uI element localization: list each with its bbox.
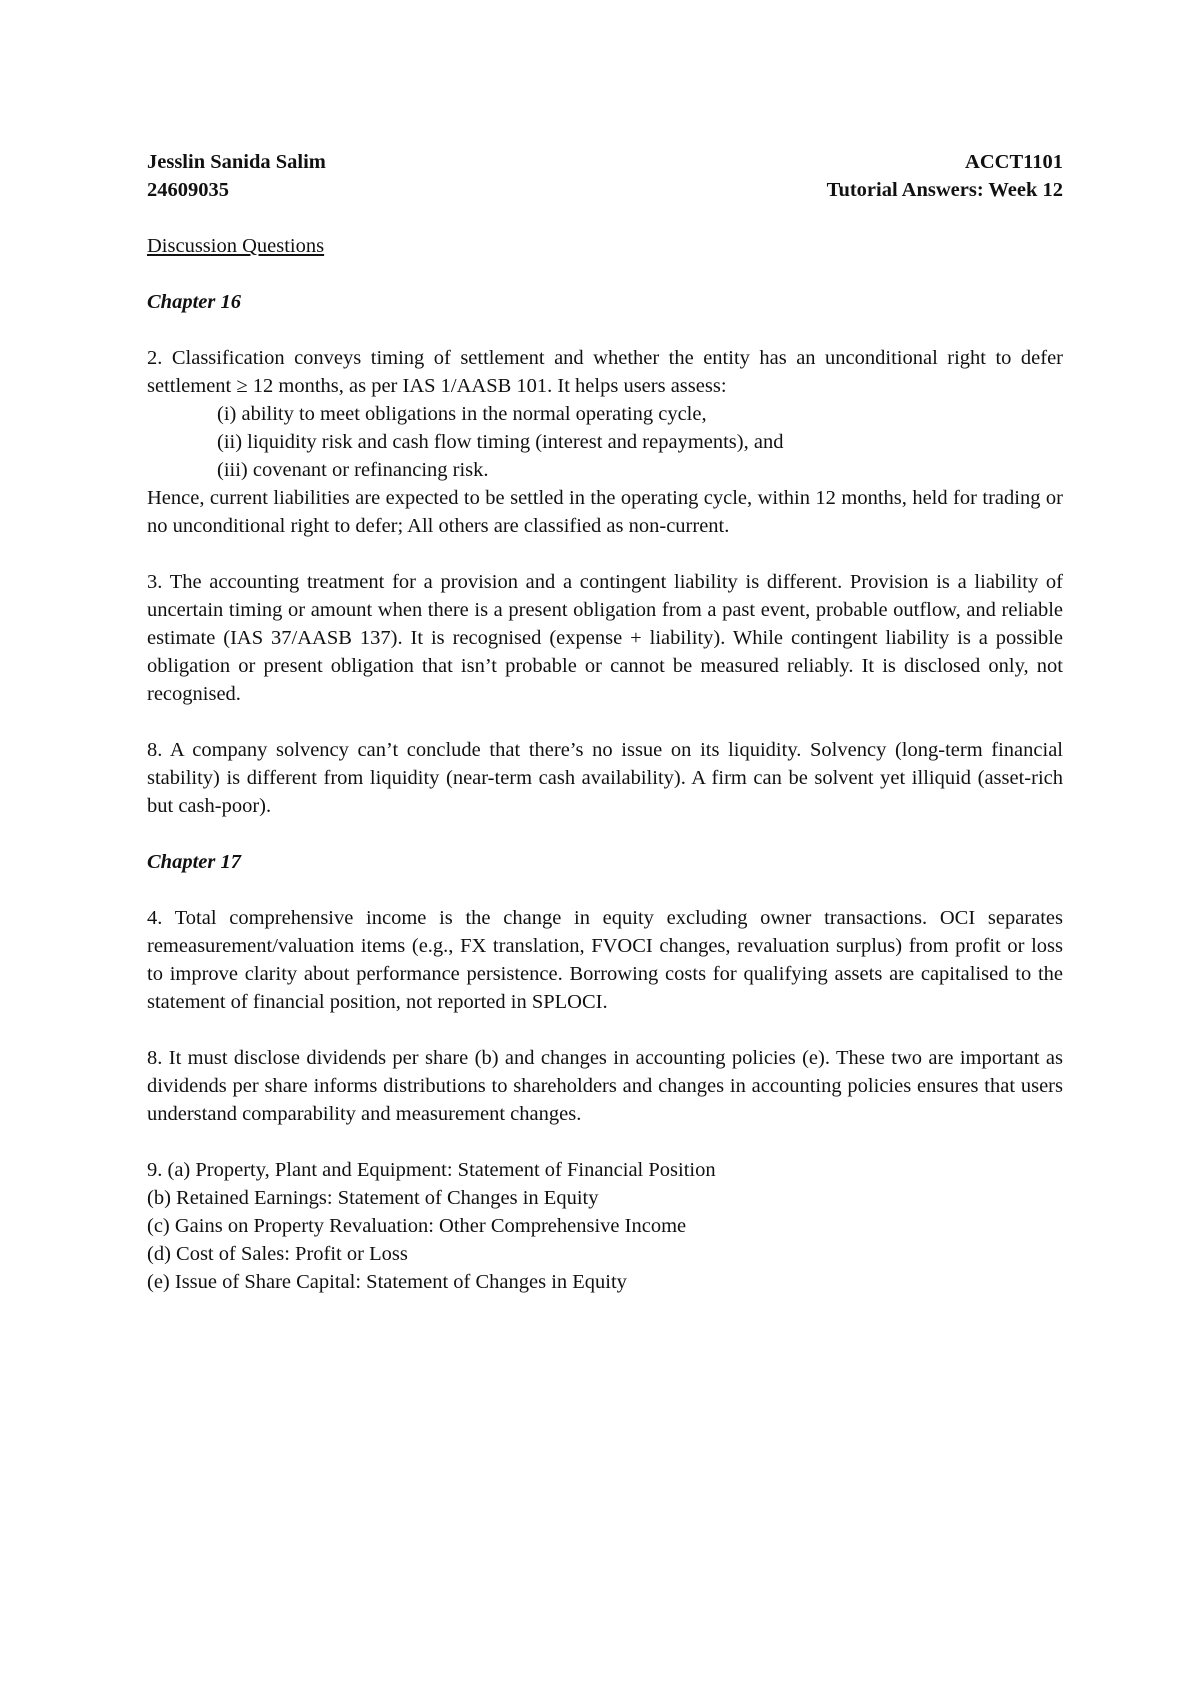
ch16-q3-answer: 3. The accounting treatment for a provision and a contingent liability is different. Provision is a liability of uncertain timing or amount when there is a present obligation from a past event, probable outflow, and reliable estimate (IAS 37/AASB 137). It is recognised (expense + liability). While contingent liability is a possible obligation or present obligation that isn’t probable or cannot be measured reliably. It is disclosed only, not recognised. <box>147 571 1063 705</box>
ch16-q2-answer <box>147 344 1063 540</box>
ch16-q2-item: (i) ability to meet obligations in the normal operating cycle, <box>217 403 707 425</box>
ch16-q2-conclusion: Hence, current liabilities are expected to be settled in the operating cycle, within 12 months, held for trading or no unconditional right to defer; All others are classified as non-current. <box>147 487 1063 537</box>
course-code: ACCT1101 <box>965 151 1063 173</box>
student-name: Jesslin Sanida Salim <box>147 151 326 173</box>
header-row-1 <box>147 148 1063 176</box>
ch17-q4-answer: 4. Total comprehensive income is the change in equity excluding owner transactions. OCI separates remeasurement/valuation items (e.g., FX translation, FVOCI changes, revaluation surplus) from profit or loss to improve clarity about performance persistence. Borrowing costs for qualifying assets are capitalised to the statement of financial position, not reported in SPLOCI. <box>147 907 1063 1013</box>
ch17-q9-item: (e) Issue of Share Capital: Statement of Changes in Equity <box>147 1271 627 1293</box>
ch17-q9-item: (b) Retained Earnings: Statement of Changes in Equity <box>147 1187 599 1209</box>
document-title: Tutorial Answers: Week 12 <box>826 179 1063 201</box>
ch16-q2-intro: 2. Classification conveys timing of settlement and whether the entity has an unconditional right to defer settlement ≥ 12 months, as per IAS 1/AASB 101. It helps users assess: <box>147 347 1063 397</box>
ch17-q9-item: (c) Gains on Property Revaluation: Other Comprehensive Income <box>147 1215 687 1237</box>
chapter-17-heading: Chapter 17 <box>147 851 241 873</box>
ch16-q8-answer: 8. A company solvency can’t conclude that there’s no issue on its liquidity. Solvency (long-term financial stability) is different from liquidity (near-term cash availability). A firm can be solvent yet illiquid (asset-rich but cash-poor). <box>147 739 1063 817</box>
ch17-q9-answer <box>147 1156 1063 1296</box>
student-id: 24609035 <box>147 179 229 201</box>
header-row-2 <box>147 176 1063 204</box>
ch17-q8-answer: 8. It must disclose dividends per share (b) and changes in accounting policies (e). These two are important as dividends per share informs distributions to shareholders and changes in accounting policies ensures that users understand comparability and measurement changes. <box>147 1047 1063 1125</box>
ch16-q2-item: (iii) covenant or refinancing risk. <box>217 459 489 481</box>
chapter-16-heading: Chapter 16 <box>147 291 241 313</box>
ch17-q9-item: 9. (a) Property, Plant and Equipment: Statement of Financial Position <box>147 1159 716 1181</box>
ch17-q9-item: (d) Cost of Sales: Profit or Loss <box>147 1243 408 1265</box>
section-title: Discussion Questions <box>147 235 325 257</box>
ch16-q2-item: (ii) liquidity risk and cash flow timing (interest and repayments), and <box>217 431 784 453</box>
document-body <box>147 148 1063 1296</box>
